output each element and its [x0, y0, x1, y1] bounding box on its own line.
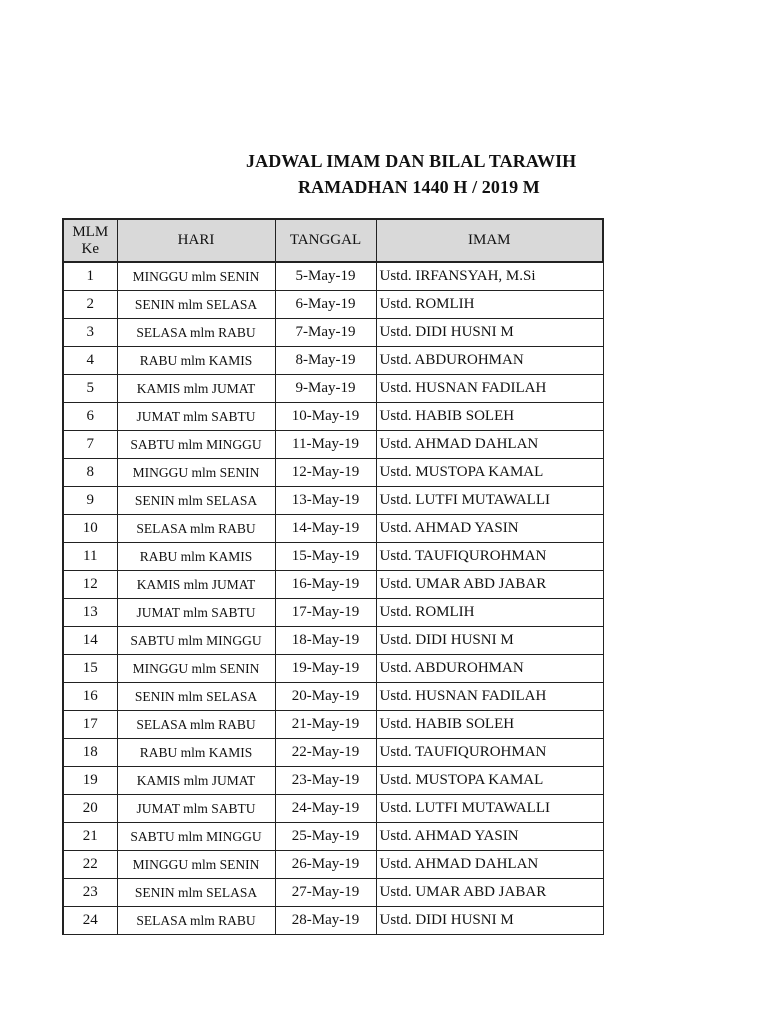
cell-night-number: 6 — [63, 403, 117, 431]
cell-imam: Ustd. DIDI HUSNI M — [376, 319, 603, 347]
table-row — [63, 907, 603, 935]
cell-imam: Ustd. AHMAD DAHLAN — [376, 431, 603, 459]
cell-imam: Ustd. LUTFI MUTAWALLI — [376, 795, 603, 823]
table-row — [63, 879, 603, 907]
cell-date: 24-May-19 — [275, 795, 376, 823]
table-row — [63, 319, 603, 347]
document-subtitle: RAMADHAN 1440 H / 2019 M — [298, 177, 540, 197]
cell-night-number: 10 — [63, 515, 117, 543]
cell-night-number: 16 — [63, 683, 117, 711]
table-row — [63, 739, 603, 767]
cell-night-number: 15 — [63, 655, 117, 683]
cell-night-number: 1 — [63, 262, 117, 291]
cell-imam: Ustd. DIDI HUSNI M — [376, 627, 603, 655]
table-row — [63, 291, 603, 319]
cell-date: 16-May-19 — [275, 571, 376, 599]
document-title: JADWAL IMAM DAN BILAL TARAWIH — [246, 151, 577, 171]
table-row — [63, 599, 603, 627]
cell-date: 12-May-19 — [275, 459, 376, 487]
table-row — [63, 571, 603, 599]
cell-imam: Ustd. LUTFI MUTAWALLI — [376, 487, 603, 515]
cell-night-number: 23 — [63, 879, 117, 907]
cell-date: 8-May-19 — [275, 347, 376, 375]
table-row — [63, 459, 603, 487]
header-imam: IMAM — [376, 219, 603, 262]
cell-night-number: 2 — [63, 291, 117, 319]
cell-day: RABU mlm KAMIS — [117, 543, 275, 571]
cell-day: SENIN mlm SELASA — [117, 487, 275, 515]
cell-imam: Ustd. ROMLIH — [376, 291, 603, 319]
cell-night-number: 12 — [63, 571, 117, 599]
cell-imam: Ustd. ROMLIH — [376, 599, 603, 627]
cell-date: 18-May-19 — [275, 627, 376, 655]
header-date: TANGGAL — [275, 219, 376, 262]
table-row — [63, 543, 603, 571]
table-row — [63, 627, 603, 655]
cell-night-number: 5 — [63, 375, 117, 403]
cell-night-number: 24 — [63, 907, 117, 935]
cell-imam: Ustd. UMAR ABD JABAR — [376, 879, 603, 907]
cell-imam: Ustd. UMAR ABD JABAR — [376, 571, 603, 599]
header-night-number-line1: MLM — [72, 223, 109, 240]
cell-night-number: 14 — [63, 627, 117, 655]
header-day: HARI — [117, 219, 275, 262]
cell-day: KAMIS mlm JUMAT — [117, 375, 275, 403]
cell-date: 28-May-19 — [275, 907, 376, 935]
cell-day: SABTU mlm MINGGU — [117, 823, 275, 851]
cell-imam: Ustd. AHMAD DAHLAN — [376, 851, 603, 879]
cell-night-number: 13 — [63, 599, 117, 627]
cell-date: 6-May-19 — [275, 291, 376, 319]
table-row — [63, 823, 603, 851]
cell-day: SABTU mlm MINGGU — [117, 627, 275, 655]
cell-date: 7-May-19 — [275, 319, 376, 347]
cell-night-number: 18 — [63, 739, 117, 767]
cell-day: JUMAT mlm SABTU — [117, 599, 275, 627]
cell-day: SELASA mlm RABU — [117, 515, 275, 543]
cell-day: SENIN mlm SELASA — [117, 879, 275, 907]
cell-imam: Ustd. HABIB SOLEH — [376, 711, 603, 739]
cell-night-number: 22 — [63, 851, 117, 879]
table-row — [63, 767, 603, 795]
cell-date: 10-May-19 — [275, 403, 376, 431]
cell-imam: Ustd. MUSTOPA KAMAL — [376, 767, 603, 795]
cell-imam: Ustd. DIDI HUSNI M — [376, 907, 603, 935]
cell-imam: Ustd. AHMAD YASIN — [376, 515, 603, 543]
cell-date: 5-May-19 — [275, 262, 376, 291]
cell-day: MINGGU mlm SENIN — [117, 459, 275, 487]
table-row — [63, 795, 603, 823]
header-night-number-line2: Ke — [81, 240, 99, 257]
cell-date: 11-May-19 — [275, 431, 376, 459]
cell-day: KAMIS mlm JUMAT — [117, 571, 275, 599]
cell-imam: Ustd. HABIB SOLEH — [376, 403, 603, 431]
table-row — [63, 683, 603, 711]
cell-imam: Ustd. ABDUROHMAN — [376, 655, 603, 683]
cell-date: 26-May-19 — [275, 851, 376, 879]
table-row — [63, 711, 603, 739]
table-row — [63, 375, 603, 403]
cell-day: SELASA mlm RABU — [117, 319, 275, 347]
table-row — [63, 431, 603, 459]
cell-day: KAMIS mlm JUMAT — [117, 767, 275, 795]
header-night-number — [63, 219, 117, 262]
cell-night-number: 8 — [63, 459, 117, 487]
cell-imam: Ustd. HUSNAN FADILAH — [376, 683, 603, 711]
table-row — [63, 655, 603, 683]
cell-night-number: 4 — [63, 347, 117, 375]
cell-night-number: 9 — [63, 487, 117, 515]
imam-schedule-table — [62, 218, 604, 935]
cell-date: 25-May-19 — [275, 823, 376, 851]
cell-date: 23-May-19 — [275, 767, 376, 795]
cell-night-number: 3 — [63, 319, 117, 347]
cell-night-number: 21 — [63, 823, 117, 851]
table-row — [63, 515, 603, 543]
cell-night-number: 11 — [63, 543, 117, 571]
cell-imam: Ustd. IRFANSYAH, M.Si — [376, 262, 603, 291]
cell-date: 27-May-19 — [275, 879, 376, 907]
cell-night-number: 17 — [63, 711, 117, 739]
cell-night-number: 19 — [63, 767, 117, 795]
cell-date: 20-May-19 — [275, 683, 376, 711]
cell-day: RABU mlm KAMIS — [117, 739, 275, 767]
cell-date: 15-May-19 — [275, 543, 376, 571]
cell-day: SENIN mlm SELASA — [117, 683, 275, 711]
table-row — [63, 347, 603, 375]
cell-imam: Ustd. MUSTOPA KAMAL — [376, 459, 603, 487]
cell-night-number: 7 — [63, 431, 117, 459]
table-row — [63, 851, 603, 879]
cell-day: MINGGU mlm SENIN — [117, 262, 275, 291]
cell-day: JUMAT mlm SABTU — [117, 795, 275, 823]
cell-day: MINGGU mlm SENIN — [117, 655, 275, 683]
cell-date: 19-May-19 — [275, 655, 376, 683]
cell-imam: Ustd. HUSNAN FADILAH — [376, 375, 603, 403]
cell-day: SELASA mlm RABU — [117, 907, 275, 935]
table-body — [63, 262, 603, 935]
cell-imam: Ustd. AHMAD YASIN — [376, 823, 603, 851]
cell-day: JUMAT mlm SABTU — [117, 403, 275, 431]
table-header-row — [63, 219, 603, 262]
cell-imam: Ustd. TAUFIQUROHMAN — [376, 739, 603, 767]
cell-imam: Ustd. TAUFIQUROHMAN — [376, 543, 603, 571]
cell-night-number: 20 — [63, 795, 117, 823]
cell-day: MINGGU mlm SENIN — [117, 851, 275, 879]
cell-date: 9-May-19 — [275, 375, 376, 403]
cell-day: SABTU mlm MINGGU — [117, 431, 275, 459]
table-row — [63, 487, 603, 515]
cell-imam: Ustd. ABDUROHMAN — [376, 347, 603, 375]
cell-day: SELASA mlm RABU — [117, 711, 275, 739]
cell-day: SENIN mlm SELASA — [117, 291, 275, 319]
cell-date: 14-May-19 — [275, 515, 376, 543]
cell-date: 13-May-19 — [275, 487, 376, 515]
cell-date: 17-May-19 — [275, 599, 376, 627]
cell-date: 22-May-19 — [275, 739, 376, 767]
table-row — [63, 403, 603, 431]
table-row — [63, 262, 603, 291]
cell-day: RABU mlm KAMIS — [117, 347, 275, 375]
cell-date: 21-May-19 — [275, 711, 376, 739]
